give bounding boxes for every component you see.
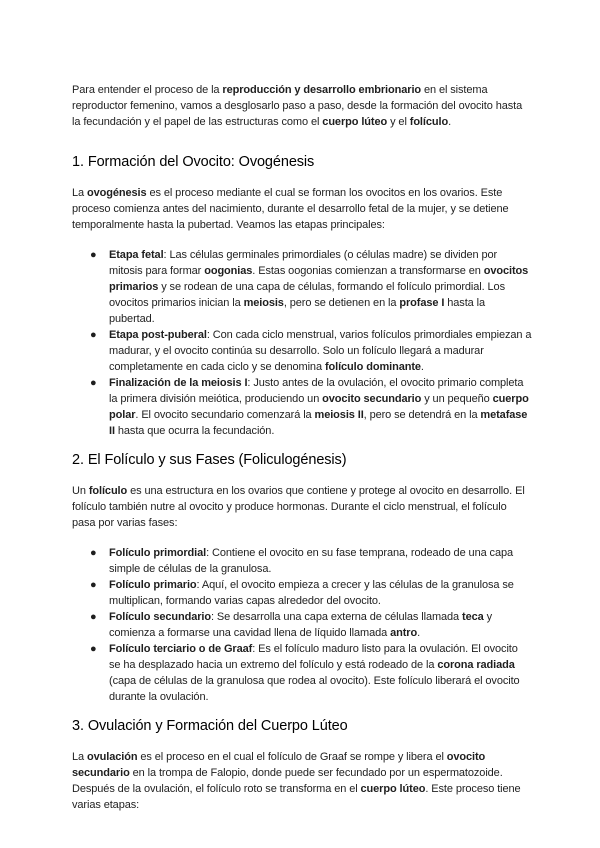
bullet-icon: ● [90, 579, 97, 591]
bullet-icon: ● [90, 329, 97, 341]
document-body [72, 82, 532, 813]
section-2-heading: 2. El Folículo y sus Fases (Foliculogénesis) [72, 452, 347, 468]
section-2-paragraph: Un folículo es una estructura en los ovarios que contiene y protege al ovocito en desarrollo. El folículo también nutre al ovocito y produce hormonas. Durante el ciclo menstrual, el folículo pasa por varias fases: [72, 485, 525, 529]
section-1-heading: 1. Formación del Ovocito: Ovogénesis [72, 154, 315, 170]
list-item-foliculo-secundario: ● Folículo secundario: Se desarrolla una capa externa de células llamada teca y comienza a formarse una cavidad llena de líquido llamada antro. [90, 611, 493, 639]
intro-paragraph: Para entender el proceso de la reproducción y desarrollo embrionario en el sistema reproductor femenino, vamos a desglosarlo paso a paso, desde la formación del ovocito hasta la fecundación y el papel de las estructuras como el cuerpo lúteo y el folículo. [72, 84, 523, 128]
list-item-foliculo-primario: ● Folículo primario: Aquí, el ovocito empieza a crecer y las células de la granulosa se multiplican, formando varias capas alrededor del ovocito. [90, 579, 514, 607]
section-3-paragraph: La ovulación es el proceso en el cual el folículo de Graaf se rompe y libera el ovocito secundario en la trompa de Falopio, donde puede ser fecundado por un espermatozoide. Después de la ovulación, el folículo roto se transforma en el cuerpo lúteo. Este proceso tiene varias etapas: [72, 751, 521, 811]
list-item-etapa-post-puberal: ● Etapa post-puberal: Con cada ciclo menstrual, varios folículos primordiales empiezan a madurar, y el ovocito continúa su desarrollo. Solo un folículo llegará a madurar completamente en cada ciclo y se denomina folículo dominante. [90, 329, 532, 373]
bullet-icon: ● [90, 377, 97, 389]
list-item-foliculo-terciario: ● Folículo terciario o de Graaf: Es el folículo maduro listo para la ovulación. El ovocito se ha desplazado hacia un extremo del folículo y está rodeado de la corona radiada (capa de células de la granulosa que rodea al ovocito). Este folículo liberará el ovocito durante la ovulación. [90, 643, 520, 703]
list-item-etapa-fetal: ● Etapa fetal: Las células germinales primordiales (o células madre) se dividen por mitosis para formar oogonias. Estas oogonias comienzan a transformarse en ovocitos primarios y se rodean de una capa de células, formando el folículo primordial. Los ovocitos primarios inician la meiosis, pero se detienen en la profase I hasta la pubertad. [90, 249, 529, 325]
section-3-heading: 3. Ovulación y Formación del Cuerpo Lúteo [72, 718, 348, 734]
section-2-list [72, 545, 532, 705]
bullet-icon: ● [90, 611, 97, 623]
section-1-list [72, 247, 532, 439]
bullet-icon: ● [90, 547, 97, 559]
section-1-paragraph: La ovogénesis es el proceso mediante el cual se forman los ovocitos en los ovarios. Este proceso comienza antes del nacimiento, durante el desarrollo fetal de la mujer, y se detiene temporalmente hasta la pubertad. Veamos las etapas principales: [72, 187, 509, 231]
list-item-foliculo-primordial: ● Folículo primordial: Contiene el ovocito en su fase temprana, rodeado de una capa simple de células de la granulosa. [90, 547, 514, 575]
bullet-icon: ● [90, 643, 97, 655]
bullet-icon: ● [90, 249, 97, 261]
list-item-finalizacion-meiosis: ● Finalización de la meiosis I: Justo antes de la ovulación, el ovocito primario completa la primera división meiótica, produciendo un ovocito secundario y un pequeño cuerpo polar. El ovocito secundario comenzará la meiosis II, pero se detendrá en la metafase II hasta que ocurra la fecundación. [90, 377, 529, 437]
